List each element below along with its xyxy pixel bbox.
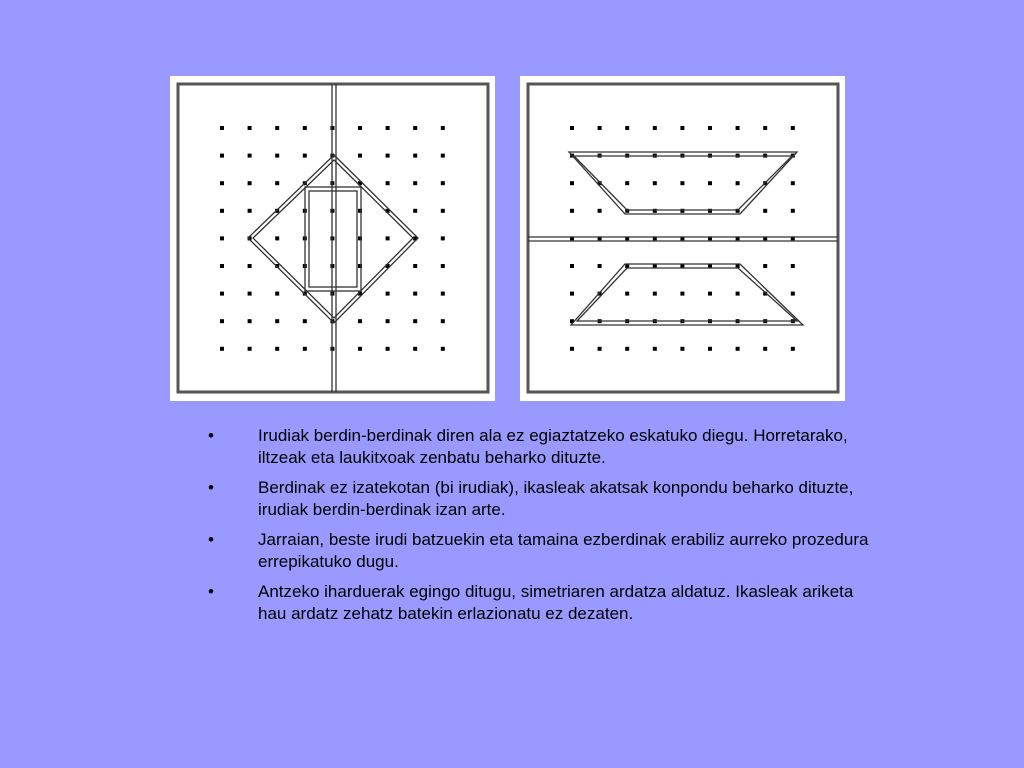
geoboard-left-svg [170, 76, 495, 401]
peg-dot [386, 126, 390, 130]
peg-dot [763, 347, 767, 351]
bullet-item [205, 581, 885, 625]
peg-grid [570, 126, 795, 351]
peg-dot [275, 236, 279, 240]
peg-dot [598, 126, 602, 130]
peg-dot [441, 126, 445, 130]
peg-dot [386, 181, 390, 185]
peg-dot [763, 126, 767, 130]
peg-dot [736, 181, 740, 185]
peg-dot [358, 154, 362, 158]
peg-dot [441, 319, 445, 323]
peg-dot [220, 347, 224, 351]
peg-dot [248, 347, 252, 351]
bullet-item [205, 425, 885, 469]
peg-dot [248, 292, 252, 296]
peg-dot [598, 264, 602, 268]
peg-dot [680, 181, 684, 185]
geoboard-right-svg [520, 76, 845, 401]
peg-dot [248, 126, 252, 130]
peg-dot [441, 292, 445, 296]
peg-dot [248, 154, 252, 158]
peg-dot [413, 319, 417, 323]
peg-dot [220, 264, 224, 268]
peg-dot [736, 292, 740, 296]
peg-dot [358, 347, 362, 351]
bullet-text: Jarraian, beste irudi batzuekin eta tamaina ezberdinak erabiliz aurreko prozedura errepikatuko dugu. [258, 530, 869, 571]
geoboard-figure-right [520, 76, 845, 401]
peg-dot [625, 292, 629, 296]
peg-dot [275, 292, 279, 296]
bullet-text: Irudiak berdin-berdinak diren ala ez egiaztatzeko eskatuko diegu. Horretarako, iltzeak eta laukitxoak zenbatu beharko dituzte. [258, 426, 848, 467]
bullet-dot: • [208, 478, 214, 497]
peg-dot [570, 126, 574, 130]
peg-dot [303, 319, 307, 323]
peg-dot [791, 347, 795, 351]
peg-dot [220, 126, 224, 130]
peg-dot [441, 209, 445, 213]
peg-dot [220, 236, 224, 240]
peg-dot [413, 181, 417, 185]
peg-dot [791, 126, 795, 130]
peg-dot [598, 209, 602, 213]
peg-dot [708, 292, 712, 296]
peg-dot [386, 319, 390, 323]
peg-dot [303, 347, 307, 351]
peg-dot [220, 319, 224, 323]
peg-dot [570, 347, 574, 351]
peg-dot [386, 236, 390, 240]
peg-dot [220, 209, 224, 213]
peg-dot [275, 347, 279, 351]
peg-dot [441, 264, 445, 268]
peg-dot [708, 126, 712, 130]
peg-dot [708, 181, 712, 185]
peg-dot [220, 154, 224, 158]
peg-dot [413, 347, 417, 351]
bullet-dot: • [208, 530, 214, 549]
bullet-dot: • [208, 582, 214, 601]
peg-dot [275, 181, 279, 185]
peg-dot [386, 292, 390, 296]
peg-dot [413, 264, 417, 268]
peg-dot [653, 126, 657, 130]
bullet-item [205, 529, 885, 573]
peg-dot [653, 347, 657, 351]
bullet-text: Antzeko iharduerak egingo ditugu, simetriaren ardatza aldatuz. Ikasleak ariketa hau ardatz zehatz batekin erlazionatu ez dezaten. [258, 582, 854, 623]
bullet-list [205, 425, 885, 633]
peg-dot [653, 181, 657, 185]
peg-dot [248, 264, 252, 268]
peg-dot [275, 126, 279, 130]
peg-dot [248, 181, 252, 185]
peg-dot [653, 292, 657, 296]
peg-dot [736, 126, 740, 130]
peg-dot [708, 347, 712, 351]
peg-dot [358, 319, 362, 323]
peg-dot [625, 347, 629, 351]
peg-dot [598, 347, 602, 351]
peg-dot [248, 209, 252, 213]
peg-dot [441, 236, 445, 240]
peg-dot [791, 264, 795, 268]
peg-dot [625, 181, 629, 185]
peg-dot [625, 126, 629, 130]
peg-dot [736, 347, 740, 351]
peg-dot [413, 126, 417, 130]
peg-dot [791, 292, 795, 296]
peg-dot [570, 181, 574, 185]
peg-dot [413, 209, 417, 213]
peg-dot [791, 181, 795, 185]
peg-dot [413, 292, 417, 296]
peg-dot [303, 126, 307, 130]
peg-dot [275, 154, 279, 158]
peg-dot [441, 181, 445, 185]
peg-dot [763, 264, 767, 268]
geoboard-figure-left [170, 76, 495, 401]
peg-dot [791, 209, 795, 213]
peg-dot [680, 126, 684, 130]
bullet-text: Berdinak ez izatekotan (bi irudiak), ikasleak akatsak konpondu beharko dituzte, irudiak berdin-berdinak izan arte. [258, 478, 854, 519]
peg-dot [413, 154, 417, 158]
peg-dot [220, 181, 224, 185]
bullet-item [205, 477, 885, 521]
peg-dot [570, 264, 574, 268]
peg-dot [303, 154, 307, 158]
peg-dot [220, 292, 224, 296]
peg-dot [248, 319, 252, 323]
peg-dot [386, 154, 390, 158]
peg-dot [386, 347, 390, 351]
peg-dot [275, 319, 279, 323]
peg-dot [441, 154, 445, 158]
bullet-dot: • [208, 426, 214, 445]
peg-dot [763, 209, 767, 213]
peg-dot [358, 126, 362, 130]
peg-dot [680, 292, 684, 296]
peg-dot [441, 347, 445, 351]
peg-dot [570, 209, 574, 213]
peg-dot [570, 292, 574, 296]
peg-dot [680, 347, 684, 351]
